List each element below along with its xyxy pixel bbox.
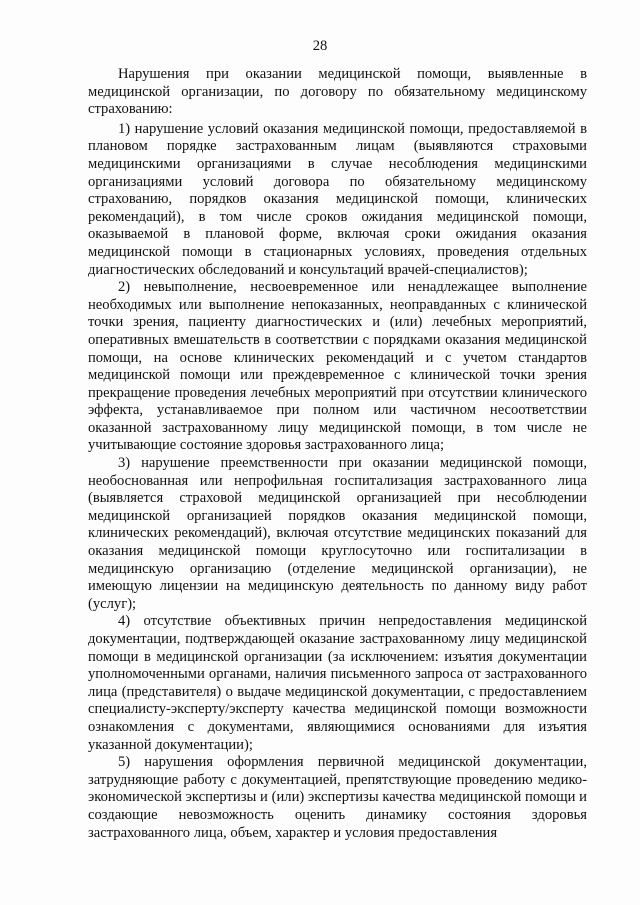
document-body (88, 66, 587, 842)
list-item-5: 5) нарушения оформления первичной медицинской документации, затрудняющие работу с документацией, препятствующие проведению медико-экономической экспертизы и (или) экспертизы качества медицинской помощи и создающие невозможность оценить динамику состояния здоровья застрахованного лица, объем, характер и условия предоставления (88, 754, 587, 841)
list-item-3: 3) нарушение преемственности при оказании медицинской помощи, необоснованная или непрофильная госпитализация застрахованного лица (выявляется страховой медицинской организацией при несоблюдении медицинской организацией порядков оказания медицинской помощи, клинических рекомендаций), включая отсутствие медицинских показаний для оказания медицинской помощи круглосуточно или госпитализации в медицинскую организацию (отделение медицинской организации), не имеющую лицензии на медицинскую деятельность по данному виду работ (услуг); (88, 455, 587, 612)
list-item-4: 4) отсутствие объективных причин непредоставления медицинской документации, подтверждающей оказание застрахованному лицу медицинской помощи в медицинской организации (за исключением: изъятия документации уполномоченными органами, наличия письменного запроса от застрахованного лица (представителя) о выдаче медицинской документации, с предоставлением специалисту-эксперту/эксперту качества медицинской помощи возможности ознакомления с документами, являющимися основаниями для изъятия указанной документации); (88, 613, 587, 753)
section-heading: Нарушения при оказании медицинской помощи, выявленные в медицинской организации, по договору по обязательному медицинскому страхованию: (88, 66, 587, 118)
list-item-1: 1) нарушение условий оказания медицинской помощи, предоставляемой в плановом порядке застрахованным лицам (выявляются страховыми медицинскими организациями в случае несоблюдения медицинскими организациями условий договора по обязательному медицинскому страхованию, порядков оказания медицинской помощи, клинических рекомендаций), в том числе сроков ожидания медицинской помощи, оказываемой в плановой форме, включая сроки ожидания оказания медицинской помощи в стационарных условиях, проведения отдельных диагностических обследований и консультаций врачей-специалистов); (88, 120, 587, 278)
page-number: 28 (312, 38, 328, 54)
list-item-2: 2) невыполнение, несвоевременное или ненадлежащее выполнение необходимых или выполнение непоказанных, неоправданных с клинической точки зрения, пациенту диагностических и (или) лечебных мероприятий, оперативных вмешательств в соответствии с порядками оказания медицинской помощи, на основе клинических рекомендаций и с учетом стандартов медицинской помощи или преждевременное с клинической точки зрения прекращение проведения лечебных мероприятий при отсутствии клинического эффекта, устанавливаемое при полном или частичном несоответствии оказанной застрахованному лицу медицинской помощи, в том числе не учитывающие состояние здоровья застрахованного лица; (88, 279, 587, 454)
